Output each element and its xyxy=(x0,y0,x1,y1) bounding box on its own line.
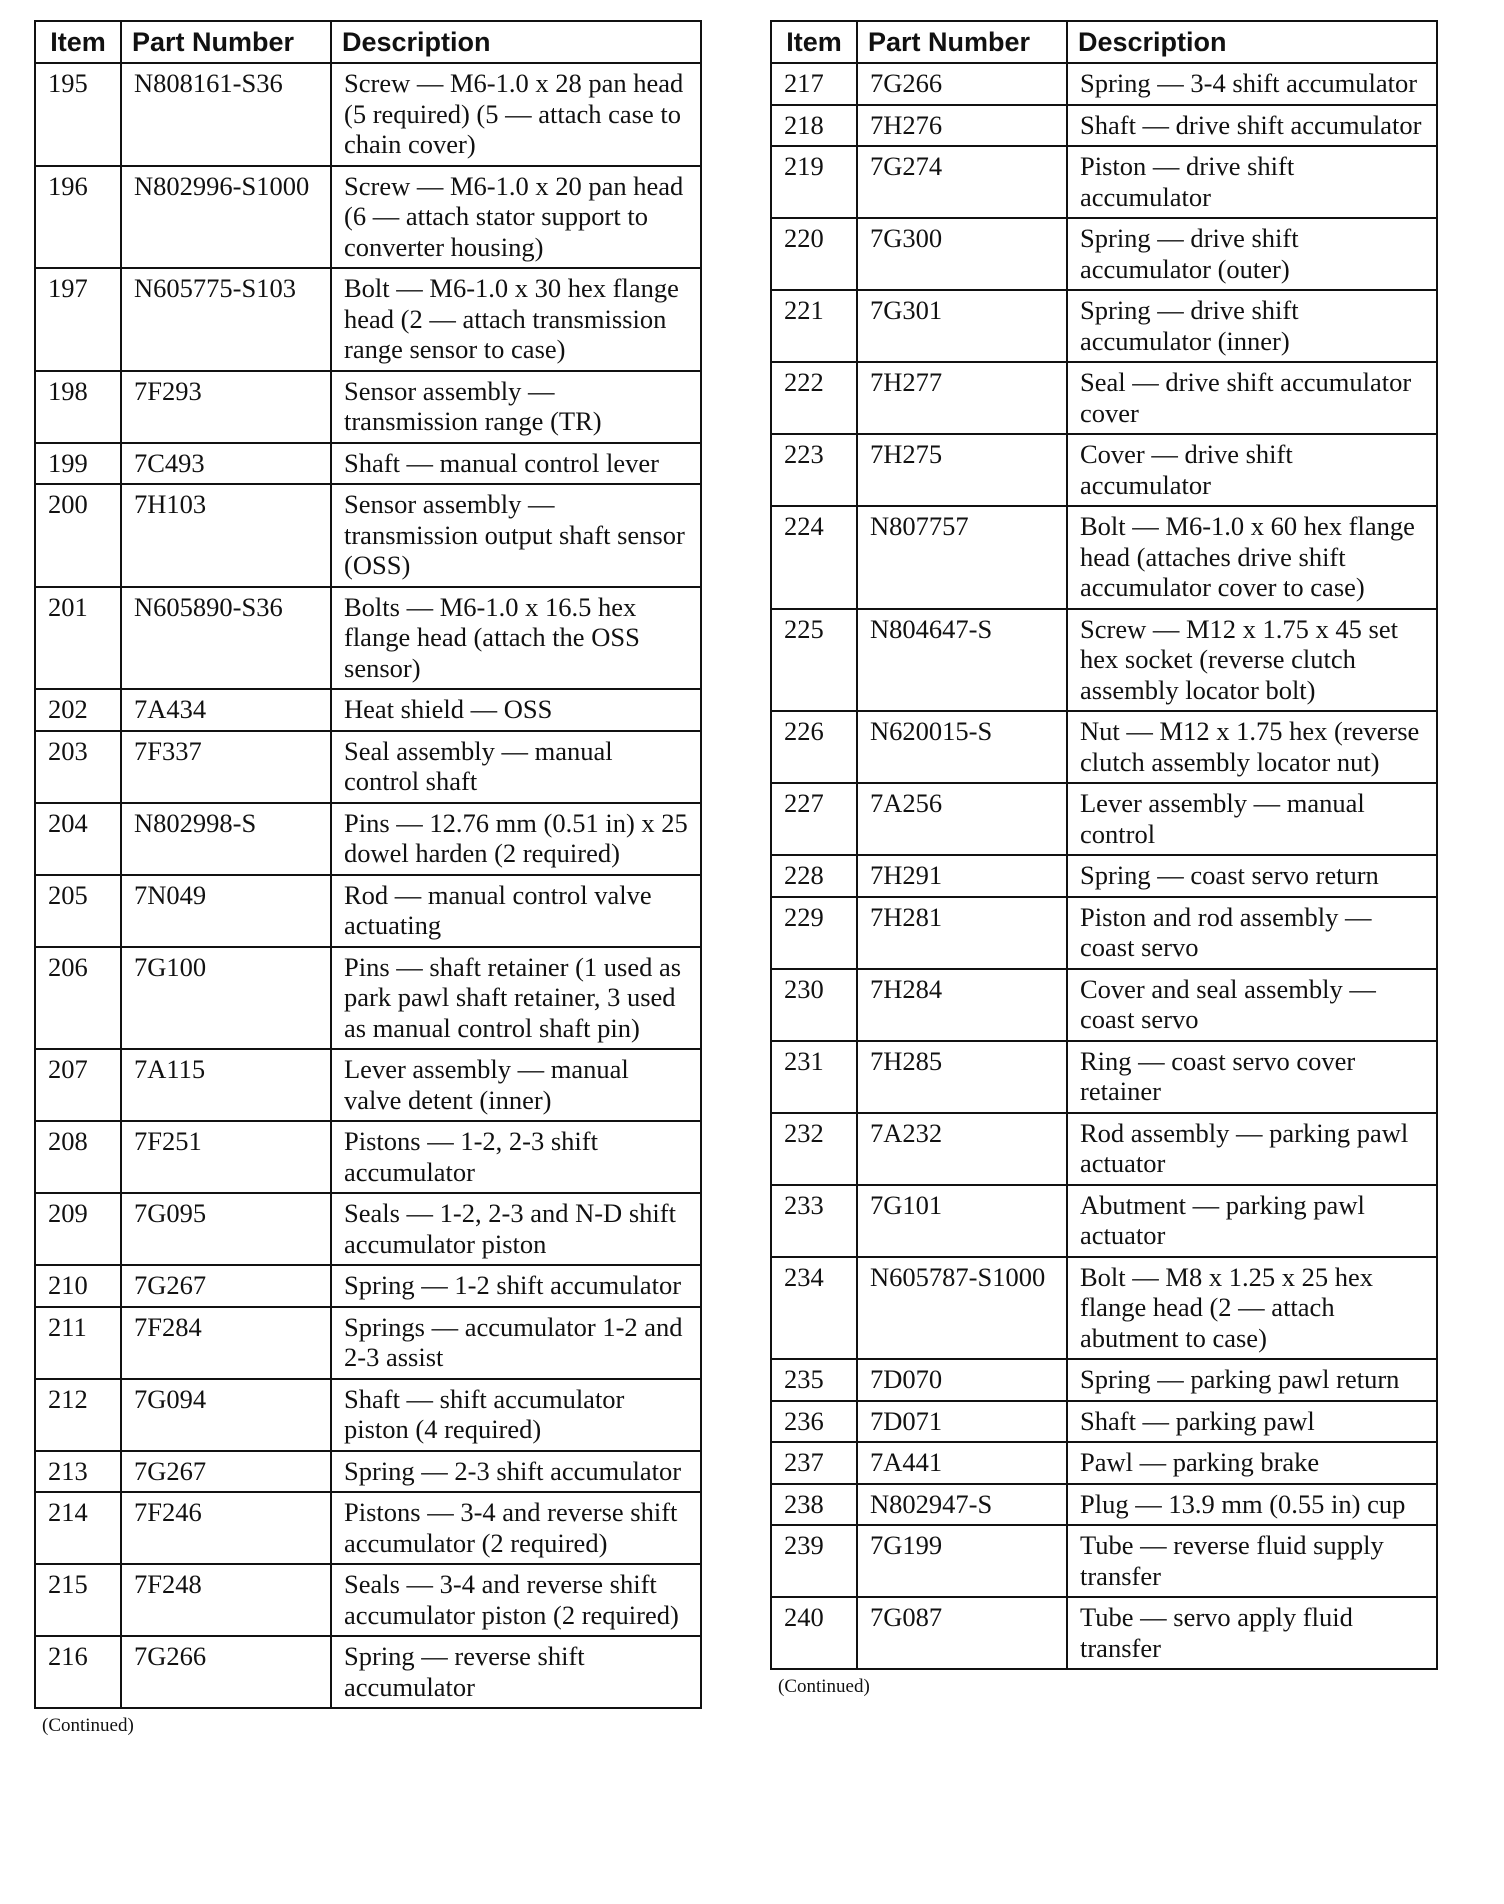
description-cell: Spring — 2-3 shift accumulator xyxy=(331,1451,701,1493)
table-row xyxy=(35,166,701,269)
description-cell: Tube — servo apply fluid transfer xyxy=(1067,1597,1437,1669)
item-number-cell: 235 xyxy=(771,1359,857,1401)
item-number-cell: 234 xyxy=(771,1257,857,1360)
part-number-cell: N605890-S36 xyxy=(121,587,331,690)
item-number-cell: 201 xyxy=(35,587,121,690)
item-number-cell: 237 xyxy=(771,1442,857,1484)
description-cell: Heat shield — OSS xyxy=(331,689,701,731)
table-row xyxy=(35,947,701,1050)
table-row xyxy=(35,1049,701,1121)
part-number-cell: 7F284 xyxy=(121,1307,331,1379)
part-number-cell: 7D070 xyxy=(857,1359,1067,1401)
part-number-cell: 7H276 xyxy=(857,105,1067,147)
item-number-cell: 210 xyxy=(35,1265,121,1307)
item-number-cell: 196 xyxy=(35,166,121,269)
item-number-cell: 219 xyxy=(771,146,857,218)
part-number-cell: 7H103 xyxy=(121,484,331,587)
table-row xyxy=(771,855,1437,897)
part-number-cell: N807757 xyxy=(857,506,1067,609)
item-number-cell: 220 xyxy=(771,218,857,290)
part-number-cell: N802996-S1000 xyxy=(121,166,331,269)
table-row xyxy=(35,1307,701,1379)
description-cell: Pawl — parking brake xyxy=(1067,1442,1437,1484)
item-number-cell: 233 xyxy=(771,1185,857,1257)
item-number-cell: 217 xyxy=(771,63,857,105)
table-row xyxy=(771,1525,1437,1597)
table-row xyxy=(35,484,701,587)
parts-table-left xyxy=(34,20,702,1709)
table-row xyxy=(35,371,701,443)
description-cell: Spring — drive shift accumulator (inner) xyxy=(1067,290,1437,362)
description-cell: Shaft — shift accumulator piston (4 required) xyxy=(331,1379,701,1451)
description-cell: Springs — accumulator 1-2 and 2-3 assist xyxy=(331,1307,701,1379)
part-number-cell: 7H284 xyxy=(857,969,1067,1041)
part-number-cell: 7H281 xyxy=(857,897,1067,969)
part-number-cell: 7H291 xyxy=(857,855,1067,897)
description-cell: Seals — 1-2, 2-3 and N-D shift accumulator piston xyxy=(331,1193,701,1265)
item-number-cell: 226 xyxy=(771,711,857,783)
part-number-cell: 7A115 xyxy=(121,1049,331,1121)
part-number-cell: 7H277 xyxy=(857,362,1067,434)
table-row xyxy=(35,875,701,947)
description-cell: Piston and rod assembly — coast servo xyxy=(1067,897,1437,969)
header-part-number: Part Number xyxy=(121,21,331,63)
description-cell: Spring — reverse shift accumulator xyxy=(331,1636,701,1708)
part-number-cell: 7A434 xyxy=(121,689,331,731)
parts-table-left-column xyxy=(34,20,702,1737)
table-row xyxy=(35,1492,701,1564)
item-number-cell: 224 xyxy=(771,506,857,609)
part-number-cell: 7F293 xyxy=(121,371,331,443)
part-number-cell: 7G300 xyxy=(857,218,1067,290)
description-cell: Screw — M12 x 1.75 x 45 set hex socket (reverse clutch assembly locator bolt) xyxy=(1067,609,1437,712)
part-number-cell: 7A232 xyxy=(857,1113,1067,1185)
table-header-row xyxy=(771,21,1437,63)
item-number-cell: 208 xyxy=(35,1121,121,1193)
description-cell: Sensor assembly — transmission range (TR) xyxy=(331,371,701,443)
part-number-cell: 7N049 xyxy=(121,875,331,947)
item-number-cell: 209 xyxy=(35,1193,121,1265)
item-number-cell: 221 xyxy=(771,290,857,362)
description-cell: Rod — manual control valve actuating xyxy=(331,875,701,947)
description-cell: Shaft — drive shift accumulator xyxy=(1067,105,1437,147)
table-row xyxy=(771,1257,1437,1360)
part-number-cell: 7G266 xyxy=(857,63,1067,105)
item-number-cell: 236 xyxy=(771,1401,857,1443)
table-row xyxy=(35,268,701,371)
description-cell: Pins — shaft retainer (1 used as park pawl shaft retainer, 3 used as manual control shaft pin) xyxy=(331,947,701,1050)
item-number-cell: 212 xyxy=(35,1379,121,1451)
item-number-cell: 225 xyxy=(771,609,857,712)
header-description: Description xyxy=(331,21,701,63)
item-number-cell: 203 xyxy=(35,731,121,803)
description-cell: Rod assembly — parking pawl actuator xyxy=(1067,1113,1437,1185)
header-item: Item xyxy=(771,21,857,63)
item-number-cell: 202 xyxy=(35,689,121,731)
part-number-cell: 7C493 xyxy=(121,443,331,485)
item-number-cell: 214 xyxy=(35,1492,121,1564)
description-cell: Spring — drive shift accumulator (outer) xyxy=(1067,218,1437,290)
table-row xyxy=(771,1442,1437,1484)
description-cell: Plug — 13.9 mm (0.55 in) cup xyxy=(1067,1484,1437,1526)
table-row xyxy=(771,290,1437,362)
table-row xyxy=(771,506,1437,609)
description-cell: Cover — drive shift accumulator xyxy=(1067,434,1437,506)
item-number-cell: 238 xyxy=(771,1484,857,1526)
item-number-cell: 239 xyxy=(771,1525,857,1597)
description-cell: Cover and seal assembly — coast servo xyxy=(1067,969,1437,1041)
table-row xyxy=(771,434,1437,506)
item-number-cell: 205 xyxy=(35,875,121,947)
table-row xyxy=(35,1379,701,1451)
part-number-cell: 7G274 xyxy=(857,146,1067,218)
table-row xyxy=(771,609,1437,712)
part-number-cell: N605775-S103 xyxy=(121,268,331,371)
description-cell: Shaft — manual control lever xyxy=(331,443,701,485)
part-number-cell: N802947-S xyxy=(857,1484,1067,1526)
item-number-cell: 197 xyxy=(35,268,121,371)
table-row xyxy=(35,1564,701,1636)
description-cell: Spring — parking pawl return xyxy=(1067,1359,1437,1401)
parts-table-left-body xyxy=(35,63,701,1708)
item-number-cell: 206 xyxy=(35,947,121,1050)
item-number-cell: 218 xyxy=(771,105,857,147)
item-number-cell: 216 xyxy=(35,1636,121,1708)
table-row xyxy=(771,897,1437,969)
table-row xyxy=(771,969,1437,1041)
part-number-cell: 7F251 xyxy=(121,1121,331,1193)
part-number-cell: N802998-S xyxy=(121,803,331,875)
part-number-cell: 7G095 xyxy=(121,1193,331,1265)
description-cell: Screw — M6-1.0 x 28 pan head (5 required) (5 — attach case to chain cover) xyxy=(331,63,701,166)
table-row xyxy=(771,105,1437,147)
item-number-cell: 213 xyxy=(35,1451,121,1493)
table-row xyxy=(35,1193,701,1265)
description-cell: Lever assembly — manual valve detent (inner) xyxy=(331,1049,701,1121)
item-number-cell: 204 xyxy=(35,803,121,875)
table-row xyxy=(771,63,1437,105)
description-cell: Bolt — M6-1.0 x 30 hex flange head (2 — attach transmission range sensor to case) xyxy=(331,268,701,371)
part-number-cell: 7A441 xyxy=(857,1442,1067,1484)
item-number-cell: 215 xyxy=(35,1564,121,1636)
table-row xyxy=(771,146,1437,218)
table-row xyxy=(35,1121,701,1193)
item-number-cell: 199 xyxy=(35,443,121,485)
item-number-cell: 231 xyxy=(771,1041,857,1113)
item-number-cell: 223 xyxy=(771,434,857,506)
item-number-cell: 230 xyxy=(771,969,857,1041)
table-row xyxy=(771,218,1437,290)
part-number-cell: 7D071 xyxy=(857,1401,1067,1443)
part-number-cell: 7H285 xyxy=(857,1041,1067,1113)
description-cell: Ring — coast servo cover retainer xyxy=(1067,1041,1437,1113)
part-number-cell: 7H275 xyxy=(857,434,1067,506)
table-row xyxy=(35,1636,701,1708)
description-cell: Piston — drive shift accumulator xyxy=(1067,146,1437,218)
description-cell: Pistons — 3-4 and reverse shift accumulator (2 required) xyxy=(331,1492,701,1564)
part-number-cell: 7F246 xyxy=(121,1492,331,1564)
table-row xyxy=(35,1265,701,1307)
continued-note: (Continued) xyxy=(42,1715,134,1736)
table-row xyxy=(35,63,701,166)
item-number-cell: 227 xyxy=(771,783,857,855)
part-number-cell: 7G094 xyxy=(121,1379,331,1451)
table-row xyxy=(35,689,701,731)
part-number-cell: 7G101 xyxy=(857,1185,1067,1257)
table-row xyxy=(35,1451,701,1493)
part-number-cell: N808161-S36 xyxy=(121,63,331,166)
table-row xyxy=(771,1185,1437,1257)
part-number-cell: 7G266 xyxy=(121,1636,331,1708)
description-cell: Abutment — parking pawl actuator xyxy=(1067,1185,1437,1257)
item-number-cell: 228 xyxy=(771,855,857,897)
table-row xyxy=(771,1484,1437,1526)
part-number-cell: 7G199 xyxy=(857,1525,1067,1597)
continued-note: (Continued) xyxy=(778,1676,870,1697)
part-number-cell: 7F248 xyxy=(121,1564,331,1636)
description-cell: Sensor assembly — transmission output shaft sensor (OSS) xyxy=(331,484,701,587)
part-number-cell: 7G087 xyxy=(857,1597,1067,1669)
part-number-cell: 7G100 xyxy=(121,947,331,1050)
description-cell: Lever assembly — manual control xyxy=(1067,783,1437,855)
item-number-cell: 222 xyxy=(771,362,857,434)
header-item: Item xyxy=(35,21,121,63)
item-number-cell: 232 xyxy=(771,1113,857,1185)
description-cell: Nut — M12 x 1.75 hex (reverse clutch assembly locator nut) xyxy=(1067,711,1437,783)
parts-table-right-body xyxy=(771,63,1437,1669)
table-row xyxy=(771,711,1437,783)
part-number-cell: N605787-S1000 xyxy=(857,1257,1067,1360)
item-number-cell: 195 xyxy=(35,63,121,166)
item-number-cell: 229 xyxy=(771,897,857,969)
header-description: Description xyxy=(1067,21,1437,63)
table-row xyxy=(35,587,701,690)
item-number-cell: 240 xyxy=(771,1597,857,1669)
description-cell: Bolt — M8 x 1.25 x 25 hex flange head (2 — attach abutment to case) xyxy=(1067,1257,1437,1360)
parts-table-right-column xyxy=(770,20,1438,1698)
description-cell: Seal assembly — manual control shaft xyxy=(331,731,701,803)
description-cell: Shaft — parking pawl xyxy=(1067,1401,1437,1443)
table-row xyxy=(771,1359,1437,1401)
header-part-number: Part Number xyxy=(857,21,1067,63)
description-cell: Tube — reverse fluid supply transfer xyxy=(1067,1525,1437,1597)
part-number-cell: 7A256 xyxy=(857,783,1067,855)
table-row xyxy=(35,443,701,485)
description-cell: Pins — 12.76 mm (0.51 in) x 25 dowel harden (2 required) xyxy=(331,803,701,875)
part-number-cell: 7F337 xyxy=(121,731,331,803)
description-cell: Seals — 3-4 and reverse shift accumulator piston (2 required) xyxy=(331,1564,701,1636)
part-number-cell: 7G267 xyxy=(121,1265,331,1307)
item-number-cell: 211 xyxy=(35,1307,121,1379)
description-cell: Bolt — M6-1.0 x 60 hex flange head (attaches drive shift accumulator cover to case) xyxy=(1067,506,1437,609)
part-number-cell: 7G301 xyxy=(857,290,1067,362)
description-cell: Spring — coast servo return xyxy=(1067,855,1437,897)
item-number-cell: 198 xyxy=(35,371,121,443)
table-row xyxy=(35,731,701,803)
description-cell: Spring — 1-2 shift accumulator xyxy=(331,1265,701,1307)
parts-table-right xyxy=(770,20,1438,1670)
table-header-row xyxy=(35,21,701,63)
item-number-cell: 207 xyxy=(35,1049,121,1121)
description-cell: Spring — 3-4 shift accumulator xyxy=(1067,63,1437,105)
description-cell: Pistons — 1-2, 2-3 shift accumulator xyxy=(331,1121,701,1193)
description-cell: Seal — drive shift accumulator cover xyxy=(1067,362,1437,434)
part-number-cell: 7G267 xyxy=(121,1451,331,1493)
table-row xyxy=(771,362,1437,434)
part-number-cell: N620015-S xyxy=(857,711,1067,783)
table-row xyxy=(35,803,701,875)
description-cell: Screw — M6-1.0 x 20 pan head (6 — attach stator support to converter housing) xyxy=(331,166,701,269)
item-number-cell: 200 xyxy=(35,484,121,587)
part-number-cell: N804647-S xyxy=(857,609,1067,712)
table-row xyxy=(771,1401,1437,1443)
table-row xyxy=(771,1597,1437,1669)
table-row xyxy=(771,783,1437,855)
table-row xyxy=(771,1113,1437,1185)
table-row xyxy=(771,1041,1437,1113)
description-cell: Bolts — M6-1.0 x 16.5 hex flange head (attach the OSS sensor) xyxy=(331,587,701,690)
